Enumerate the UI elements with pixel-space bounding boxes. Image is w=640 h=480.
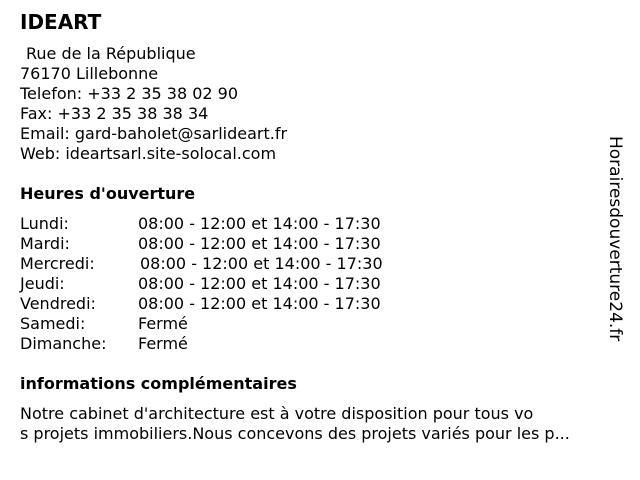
hours-row-sunday: [20, 334, 420, 354]
day-label: Vendredi:: [20, 294, 96, 313]
time-value: 08:00 - 12:00 et 14:00 - 17:30: [138, 234, 381, 253]
street-address: Rue de la République: [26, 44, 196, 63]
info-line: Notre cabinet d'architecture est à votre disposition pour tous vo: [20, 404, 534, 423]
phone-number: Telefon: +33 2 35 38 02 90: [20, 84, 239, 103]
day-label: Lundi:: [20, 214, 69, 233]
business-name: IDEART: [20, 10, 102, 34]
postal-city: 76170 Lillebonne: [20, 64, 159, 83]
time-value: 08:00 - 12:00 et 14:00 - 17:30: [138, 274, 381, 293]
opening-hours-list: [20, 214, 420, 354]
hours-heading: Heures d'ouverture: [20, 184, 196, 203]
time-value: 08:00 - 12:00 et 14:00 - 17:30: [140, 254, 383, 273]
hours-row-tuesday: [20, 234, 420, 254]
hours-row-wednesday: [20, 254, 420, 274]
time-value: 08:00 - 12:00 et 14:00 - 17:30: [138, 214, 381, 233]
day-label: Samedi:: [20, 314, 86, 333]
hours-row-friday: [20, 294, 420, 314]
fax-number: Fax: +33 2 35 38 38 34: [20, 104, 209, 123]
time-value: Fermé: [138, 334, 188, 353]
day-label: Mercredi:: [20, 254, 95, 273]
website: Web: ideartsarl.site-solocal.com: [20, 144, 277, 163]
time-value: 08:00 - 12:00 et 14:00 - 17:30: [138, 294, 381, 313]
day-label: Mardi:: [20, 234, 70, 253]
side-brand-watermark: Horairesdouverture24.fr: [605, 136, 625, 342]
info-description: [20, 404, 570, 444]
info-heading: informations complémentaires: [20, 374, 297, 393]
time-value: Fermé: [138, 314, 188, 333]
info-line: s projets immobiliers.Nous concevons des projets variés pour les p...: [20, 424, 570, 443]
contact-block: [20, 44, 287, 164]
hours-row-monday: [20, 214, 420, 234]
day-label: Dimanche:: [20, 334, 107, 353]
hours-row-thursday: [20, 274, 420, 294]
day-label: Jeudi:: [20, 274, 65, 293]
email-address: Email: gard-baholet@sarlideart.fr: [20, 124, 288, 143]
hours-row-saturday: [20, 314, 420, 334]
